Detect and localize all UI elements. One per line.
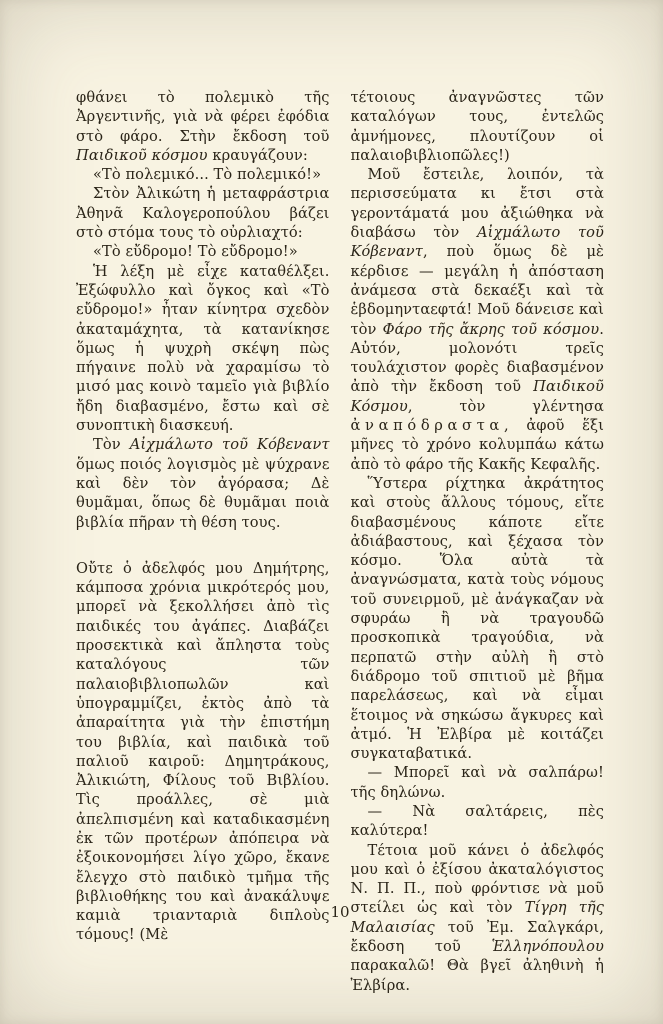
page-number: 10 (330, 903, 350, 921)
paragraph (351, 474, 605, 763)
book-title-italic: Αἰχμάλωτο τοῦ Κόβεναντ (350, 224, 605, 261)
text-run: τέτοιους ἀναγνῶστες τῶν καταλόγων τους, ἐντελῶς ἀμνήμονες, πλουτίζουν οἱ παλαιοβιβλιοπῶλες!) (350, 89, 604, 164)
book-title-italic: Φάρο τῆς ἄκρης τοῦ κόσμου (382, 320, 600, 338)
paragraph (76, 88, 330, 165)
text-run: — Νὰ σαλτάρεις, πὲς καλύτερα! (350, 802, 604, 840)
text-run: φθάνει τὸ πολεμικὸ τῆς Ἀργεντινῆς, γιὰ νὰ φέρει ἐφόδια στὸ φάρο. Στὴν ἔκδοση τοῦ (76, 89, 330, 145)
text-run: παρακαλῶ! Θὰ βγεῖ ἀληθινὴ ἡ Ἐλβίρα. (350, 957, 604, 994)
paragraph (351, 763, 605, 802)
text-run: τοῦ Ἐμ. Σαλγκάρι, ἔκδοση τοῦ (350, 918, 604, 956)
left-column (76, 88, 330, 995)
paragraph (76, 184, 330, 242)
text-run: Οὔτε ὁ ἀδελφός μου Δημήτρης, κάμποσα χρόνια μικρότερός μου, μπορεῖ νὰ ξεκολλήσει ἀπὸ τὶς παιδικές του ἀγάπες. Διαβάζει προσεκτικὰ καὶ ἄπληστα τοὺς καταλόγους τῶν παλαιοβιβλιοπωλῶν καὶ ὑπογραμμίζει, ἐκτὸς ἀπὸ τὰ ἀπαραίτητα γιὰ τὴν ἐπιστήμη του βιβλία, καὶ παιδικὰ τοῦ παλιοῦ καιροῦ: Δημητράκους, Ἀλικιώτη, Φίλους τοῦ Βιβλίου. Τὶς προάλλες, σὲ μιὰ ἀπελπισμένη καὶ καταδικασμένη ἐκ τῶν προτέρων ἀπόπειρα νὰ ἐξοικονομήσει λίγο χῶρο, ἔκανε ἔλεγχο στὸ παιδικὸ τμῆμα τῆς βιβλιοθήκης του καὶ ἀνακάλυψε καμιὰ τριανταριὰ διπλοὺς τόμους! (Μὲ (76, 559, 330, 944)
paragraph (76, 559, 330, 945)
paragraph (351, 88, 605, 165)
text-run: — Μπορεῖ καὶ νὰ σαλπάρω! τῆς δηλώνω. (350, 764, 604, 801)
book-title-italic: Τίγρη τῆς Μαλαισίας (350, 899, 605, 936)
right-column (351, 88, 605, 995)
text-run: «Τὸ πολεμικό... Τὸ πολεμικό!» (93, 166, 322, 184)
text-run: Στὸν Ἀλικώτη ἡ μεταφράστρια Ἀθηνᾶ Καλογεροπούλου βάζει στὸ στόμα τους τὸ οὐρλιαχτό: (76, 185, 330, 242)
text-run: Τέτοια μοῦ κάνει ὁ ἀδελφός μου καὶ ὁ ἐξίσου ἀκαταλόγιστος Ν. Π. Π., ποὺ φρόντισε νὰ μοῦ στείλει ὡς καὶ τὸν (350, 841, 604, 917)
text-block (76, 88, 604, 995)
book-title-italic: Αἰχμάλωτο τοῦ Κόβεναντ (129, 436, 330, 454)
text-run: , ἀφοῦ ἕξι μῆνες τὸ χρόνο κολυμπάω κάτω ἀπὸ τὸ φάρο τῆς Κακῆς Κεφαλῆς. (350, 417, 604, 473)
paragraph (351, 165, 605, 474)
text-run: , ποὺ ὅμως δὲ μὲ κέρδισε — μεγάλη ἡ ἀπόσταση ἀνάμεσα στὰ δεκαέξι καὶ τὰ ἑβδομηνταεφτά! Μοῦ δάνεισε καὶ τὸν (350, 243, 604, 338)
text-run: . Αὐτόν, μολονότι τρεῖς τουλάχιστον φορὲς διαβασμένον ἀπὸ τὴν ἔκδοση τοῦ (350, 320, 604, 396)
text-run: Ἡ λέξη μὲ εἶχε καταθέλξει. Ἐξώφυλλο καὶ ὄγκος καὶ «Τὸ εὔδρομο!» ἦταν κίνητρα σχεδὸν ἀκαταμάχητα, τὰ κατανίκησε ὅμως ἡ ψυχρὴ σκέψη πὼς πήγαινε πολὺ νὰ χαραμίσω τὸ μισό μας κοινὸ ταμεῖο γιὰ βιβλίο ἤδη διαβασμένο, ἔστω καὶ σὲ συνοπτικὴ διασκευή. (76, 262, 330, 435)
text-run: ὅμως ποιός λογισμὸς μὲ ψύχρανε καὶ δὲν τὸν ἀγόρασα; Δὲ θυμᾶμαι, ὅπως δὲ θυμᾶμαι ποιὰ βιβλία πῆραν τὴ θέση τους. (76, 455, 330, 531)
text-run: κραυγάζουν: (207, 146, 308, 164)
text-run: Μοῦ ἔστειλε, λοιπόν, τὰ περισσεύματα κι ἔτσι στὰ γεροντάματά μου ἀξιώθηκα νὰ διαβάσω τὸν (350, 166, 604, 242)
text-run: «Τὸ εὔδρομο! Τὸ εὔδρομο!» (93, 243, 298, 261)
text-run: Ὕστερα ρίχτηκα ἀκράτητος καὶ στοὺς ἄλλους τόμους, εἴτε διαβασμένους κάποτε εἴτε ἀδιάβαστους, καὶ ξέχασα τὸν κόσμο. Ὅλα αὐτὰ τὰ ἀναγνώσματα, κατὰ τοὺς νόμους τοῦ συνειρμοῦ, μὲ ἀνάγκαζαν νὰ σφυράω ἢ νὰ τραγουδῶ προσκοπικὰ τραγούδια, νὰ περπατῶ στὴν αὐλὴ ἢ στὸ διάδρομο τοῦ σπιτιοῦ μὲ βῆμα παρελάσεως, καὶ νὰ εἶμαι ἕτοιμος νὰ σηκώσω ἄγκυρες καὶ ἀτμό. Ἡ Ἐλβίρα μὲ κοιτάζει συγκαταβατικά. (350, 474, 604, 763)
letterspaced-text: ἀναπόδραστα (350, 417, 504, 435)
text-run: , τὸν γλέντησα (407, 397, 604, 415)
paragraph (76, 165, 330, 184)
book-title-italic: Ἑλληνόπουλου (491, 938, 604, 956)
book-title-italic: Παιδικοῦ Κόσμου (350, 378, 604, 415)
book-title-italic: Παιδικοῦ κόσμου (76, 146, 208, 164)
paragraph (76, 262, 330, 436)
paragraph (351, 802, 605, 841)
paragraph (76, 242, 330, 261)
text-run: Τὸν (93, 436, 130, 454)
paragraph (76, 435, 330, 531)
